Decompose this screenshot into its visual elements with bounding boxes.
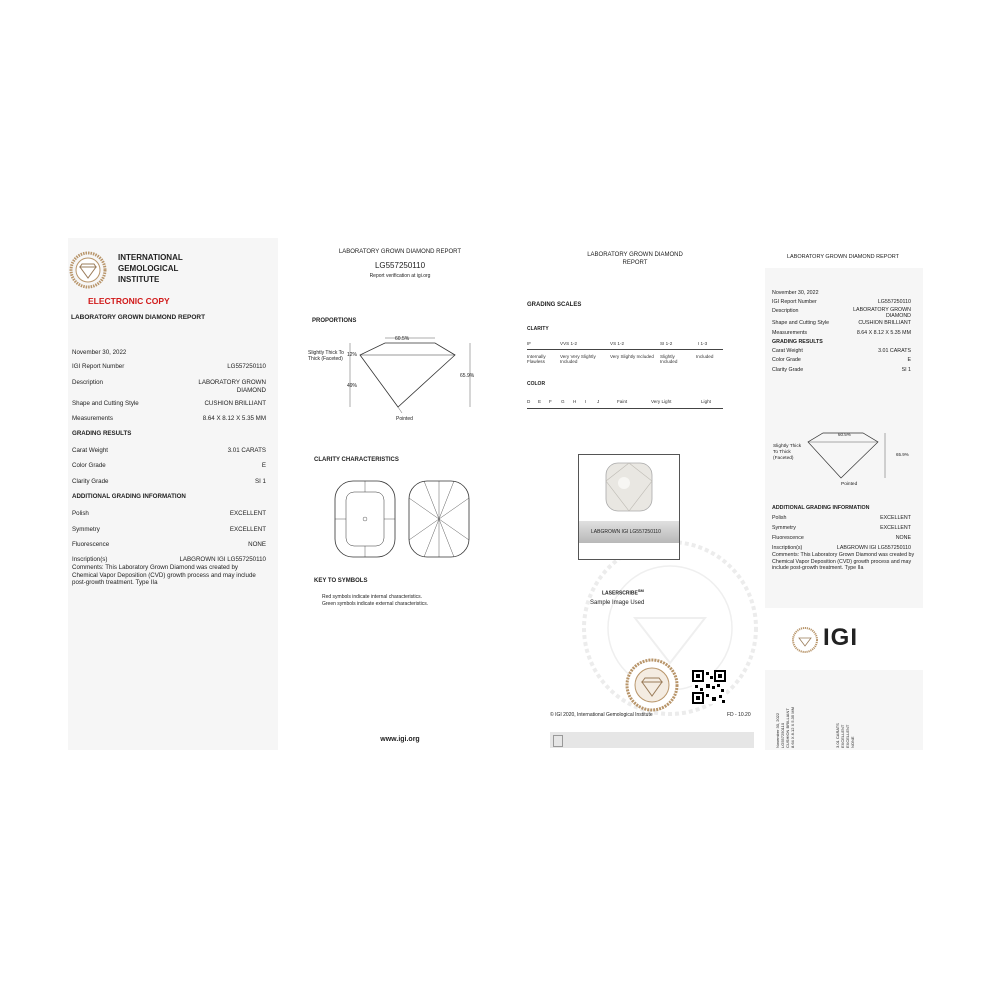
- card-table-pct: 60.5%: [838, 432, 851, 437]
- card-back-text: November 30, 2022 LG557250110 CUSHION BRILLIANT 8.64 X 8.12 X 5.35 MM: [775, 707, 795, 748]
- card-title: LABORATORY GROWN DIAMOND REPORT: [787, 254, 899, 260]
- field-row: Measurements 8.64 X 8.12 X 5.35 MM: [72, 415, 266, 422]
- girdle-label: Slightly Thick To Thick (Faceted): [308, 350, 344, 362]
- color-desc: Very Light: [651, 399, 672, 404]
- card-back-rotated: [765, 670, 923, 750]
- table-pct: 60.5%: [395, 336, 410, 342]
- card-date: November 30, 2022: [772, 290, 819, 296]
- igi-gold-seal-icon: [625, 658, 679, 712]
- key-to-symbols-heading: KEY TO SYMBOLS: [314, 578, 368, 584]
- website-link[interactable]: www.igi.org: [380, 736, 420, 743]
- clarity-scale-label: CLARITY: [527, 326, 549, 332]
- electronic-copy-label: ELECTRONIC COPY: [88, 296, 170, 306]
- copyright-text: © IGI 2020, International Gemological Institute: [550, 712, 653, 718]
- middle-title: LABORATORY GROWN DIAMOND REPORT: [338, 249, 462, 255]
- report-number: LG557250110: [374, 261, 426, 270]
- report-date: November 30, 2022: [72, 349, 127, 356]
- form-code: FD - 10.20: [727, 712, 751, 718]
- clarity-characteristics-heading: CLARITY CHARACTERISTICS: [314, 457, 399, 463]
- card-igi-logo: IGI: [823, 624, 859, 651]
- field-row: Description LABORATORY GROWN DIAMOND: [72, 379, 266, 394]
- qr-code-icon[interactable]: [692, 670, 726, 704]
- color-grade: F: [549, 399, 552, 404]
- depth-pct: 65.9%: [460, 373, 475, 379]
- section-heading: GRADING RESULTS: [72, 430, 132, 437]
- clarity-desc: Very Very Slightly Included: [560, 354, 596, 364]
- clarity-grade: IF: [527, 341, 532, 346]
- report-scales-panel: [520, 238, 760, 750]
- color-desc: Faint: [617, 399, 628, 404]
- report-left-panel: [68, 238, 278, 750]
- clarity-desc: Included: [696, 354, 714, 359]
- institute-name: INTERNATIONAL GEMOLOGICAL INSTITUTE: [118, 253, 183, 284]
- laser-inscription-text: LABGROWN IGI LG557250110: [591, 529, 661, 535]
- card-fields: IGI Report Number LG557250110 Description LABORATORY GROWN DIAMOND Shape and Cutting Style CUSHION BRILLIANT Measurements 8.64 X 8.12 X 5.35 MM GRADING RESULTS Carat Weight 3.01 CARATS Color Grade E Clarity Grade SI 1: [772, 299, 911, 373]
- proportions-heading: PROPORTIONS: [312, 318, 357, 324]
- additional-row: Fluorescence NONE: [72, 541, 266, 548]
- comments: Comments: This Laboratory Grown Diamond was created by Chemical Vapor Deposition (CVD) growth process and may include post-growth treatment. Type IIa: [72, 564, 256, 586]
- card-additional: ADDITIONAL GRADING INFORMATION Polish EXCELLENT Symmetry EXCELLENT Fluorescence NONE Inscription(s) LABGROWN IGI LG557250110: [772, 505, 911, 551]
- card-igi-seal-icon: [792, 627, 818, 653]
- key-red-text: Red symbols indicate internal characteristics.: [322, 594, 423, 600]
- card-girdle-label: Slightly Thick To Thick (Faceted): [773, 444, 802, 461]
- sample-image-frame: [578, 454, 680, 560]
- additional-row: Inscription(s) LABGROWN IGI LG557250110: [72, 556, 266, 563]
- color-grade: D: [527, 399, 531, 404]
- grading-row: Carat Weight 3.01 CARATS: [72, 447, 266, 454]
- grading-row: Color Grade E: [72, 462, 266, 469]
- crown-pct: 12%: [347, 352, 358, 358]
- document-icon: [553, 735, 563, 747]
- color-desc: Light: [701, 399, 711, 404]
- section-heading: ADDITIONAL GRADING INFORMATION: [72, 493, 186, 500]
- clarity-grade: VS 1-2: [610, 341, 625, 346]
- report-card-panel: [765, 238, 925, 750]
- sample-image-label: Sample Image Used: [590, 600, 645, 606]
- additional-row: Symmetry EXCELLENT: [72, 526, 266, 533]
- clarity-grade: VVS 1-2: [560, 341, 578, 346]
- verification-text: Report verification at igi.org: [369, 273, 431, 279]
- additional-row: Polish EXCELLENT: [72, 510, 266, 517]
- color-grade: J: [597, 399, 600, 404]
- clarity-desc: Slightly Included: [660, 354, 678, 364]
- scales-title: LABORATORY GROWN DIAMOND REPORT: [587, 252, 683, 266]
- card-culet-label: Pointed: [841, 482, 858, 487]
- card-comments: Comments: This Laboratory Grown Diamond was created by Chemical Vapor Deposition (CVD) growth process and may include post-growth treatment. Type IIa: [772, 552, 915, 571]
- color-grade: E: [538, 399, 542, 404]
- color-grade: H: [573, 399, 577, 404]
- color-grade: G: [561, 399, 565, 404]
- clarity-grade: SI 1-2: [660, 341, 673, 346]
- security-features-strip: [550, 732, 754, 748]
- report-title: LABORATORY GROWN DIAMOND REPORT: [71, 314, 206, 321]
- card-proportions-diagram: [793, 428, 893, 488]
- clarity-grade: I 1-3: [698, 341, 708, 346]
- grading-row: Clarity Grade SI 1: [72, 478, 266, 485]
- card-depth-pct: 65.9%: [896, 452, 909, 457]
- grading-scales-heading: GRADING SCALES: [527, 302, 582, 308]
- field-row: IGI Report Number LG557250110: [72, 363, 266, 370]
- igi-seal-icon: [68, 250, 108, 290]
- pavilion-pct: 49%: [347, 383, 358, 389]
- proportions-diagram: [340, 333, 480, 418]
- field-row: Shape and Cutting Style CUSHION BRILLIANT: [72, 400, 266, 407]
- clarity-plot-diagram: [332, 478, 472, 560]
- color-grade: I: [585, 399, 587, 404]
- color-scale-label: COLOR: [527, 381, 546, 387]
- report-middle-panel: [290, 238, 510, 750]
- clarity-scale-line: [527, 349, 723, 350]
- clarity-desc: Very Slightly Included: [610, 354, 654, 359]
- color-scale-line: [527, 408, 723, 409]
- laserscribe-label: LASERSCRIBE℠: [602, 588, 644, 597]
- diamond-photo-icon: [604, 461, 654, 513]
- key-green-text: Green symbols indicate external characteristics.: [322, 601, 429, 607]
- card-back-text-2: 3.01 CARATS EXCELLENT EXCELLENT NONE: [835, 723, 855, 748]
- culet-label: Pointed: [396, 416, 413, 422]
- clarity-desc: Internally Flawless: [527, 354, 546, 364]
